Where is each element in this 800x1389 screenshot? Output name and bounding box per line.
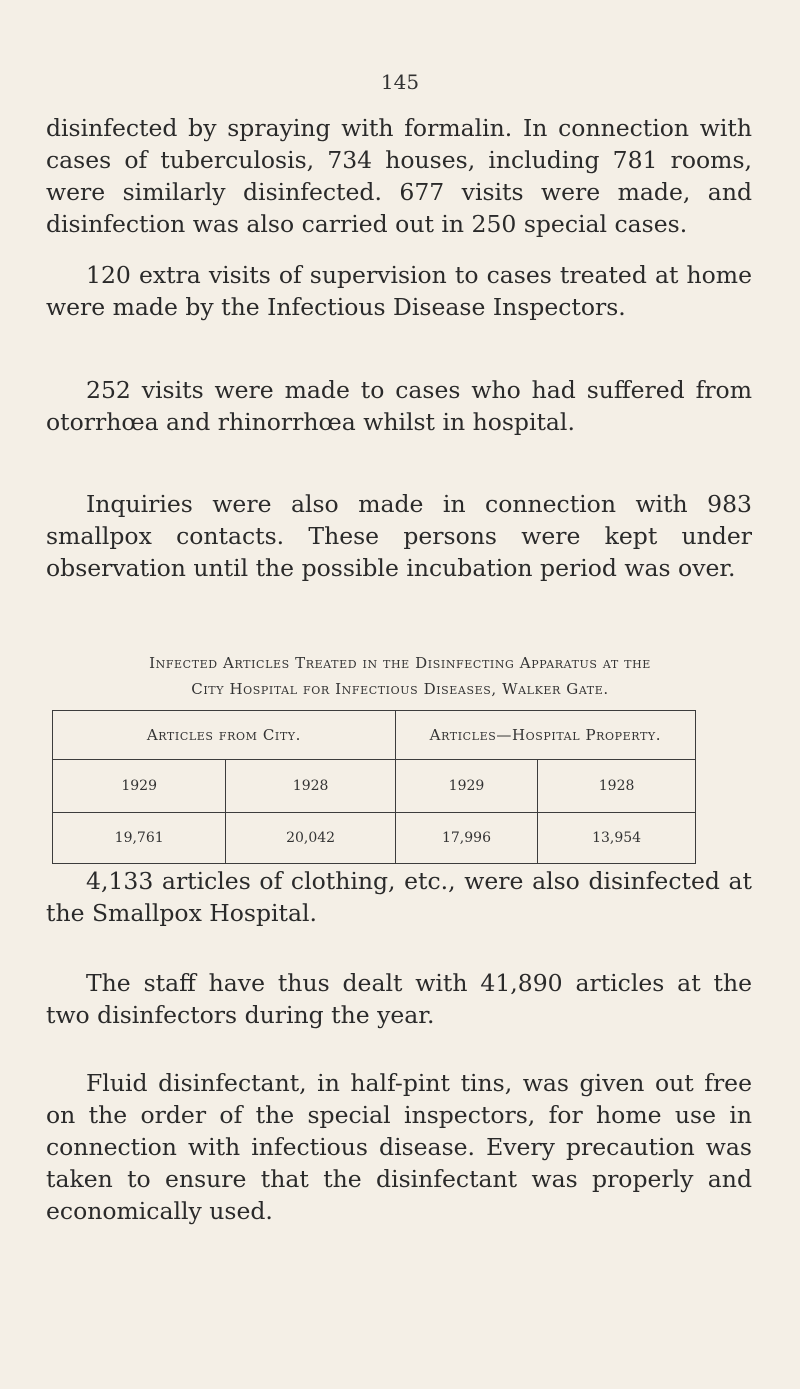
header-articles-hospital-property: Articles—Hospital Property. <box>395 711 695 760</box>
year-header: 1928 <box>226 760 395 813</box>
table-year-row <box>53 760 696 813</box>
table-value-row <box>53 813 696 864</box>
table-caption-line-2: City Hospital for Infectious Diseases, Walker Gate. <box>191 680 609 698</box>
table-group-header-row <box>53 711 696 760</box>
header-articles-from-city: Articles from City. <box>53 711 396 760</box>
value-cell: 17,996 <box>395 813 537 864</box>
paragraph-smallpox-hospital-clothing: 4,133 articles of clothing, etc., were also disinfected at the Smallpox Hospital. <box>46 867 752 927</box>
paragraph-smallpox-contacts: Inquiries were also made in connection with 983 smallpox contacts. These persons were kept under observation until the possible incubation period was over. <box>46 490 752 582</box>
value-cell: 20,042 <box>226 813 395 864</box>
value-cell: 19,761 <box>53 813 226 864</box>
table-caption-line-1: Infected Articles Treated in the Disinfecting Apparatus at the <box>149 654 651 672</box>
paragraph-fluid-disinfectant: Fluid disinfectant, in half-pint tins, was given out free on the order of the special inspectors, for home use in connection with infectious disease. Every precaution was taken to ensure that the disinfectant was properly and economically used. <box>46 1069 752 1225</box>
paragraph-staff-total-articles: The staff have thus dealt with 41,890 articles at the two disinfectors during the year. <box>46 969 752 1029</box>
page-number: 145 <box>380 70 420 94</box>
paragraph-formalin-disinfection: disinfected by spraying with formalin. In connection with cases of tuberculosis, 734 houses, including 781 rooms, were similarly disinfected. 677 visits were made, and disinfection was also carried out in 250 special cases. <box>46 114 752 238</box>
paragraph-supervision-visits: 120 extra visits of supervision to cases treated at home were made by the Infectious Disease Inspectors. <box>46 261 752 321</box>
year-header: 1929 <box>53 760 226 813</box>
year-header: 1929 <box>395 760 537 813</box>
table-caption <box>40 650 760 702</box>
paragraph-otorrhoea-visits: 252 visits were made to cases who had suffered from otorrhœa and rhinorrhœa whilst in hospital. <box>46 376 752 436</box>
disinfected-articles-table <box>52 710 696 864</box>
year-header: 1928 <box>538 760 696 813</box>
value-cell: 13,954 <box>538 813 696 864</box>
